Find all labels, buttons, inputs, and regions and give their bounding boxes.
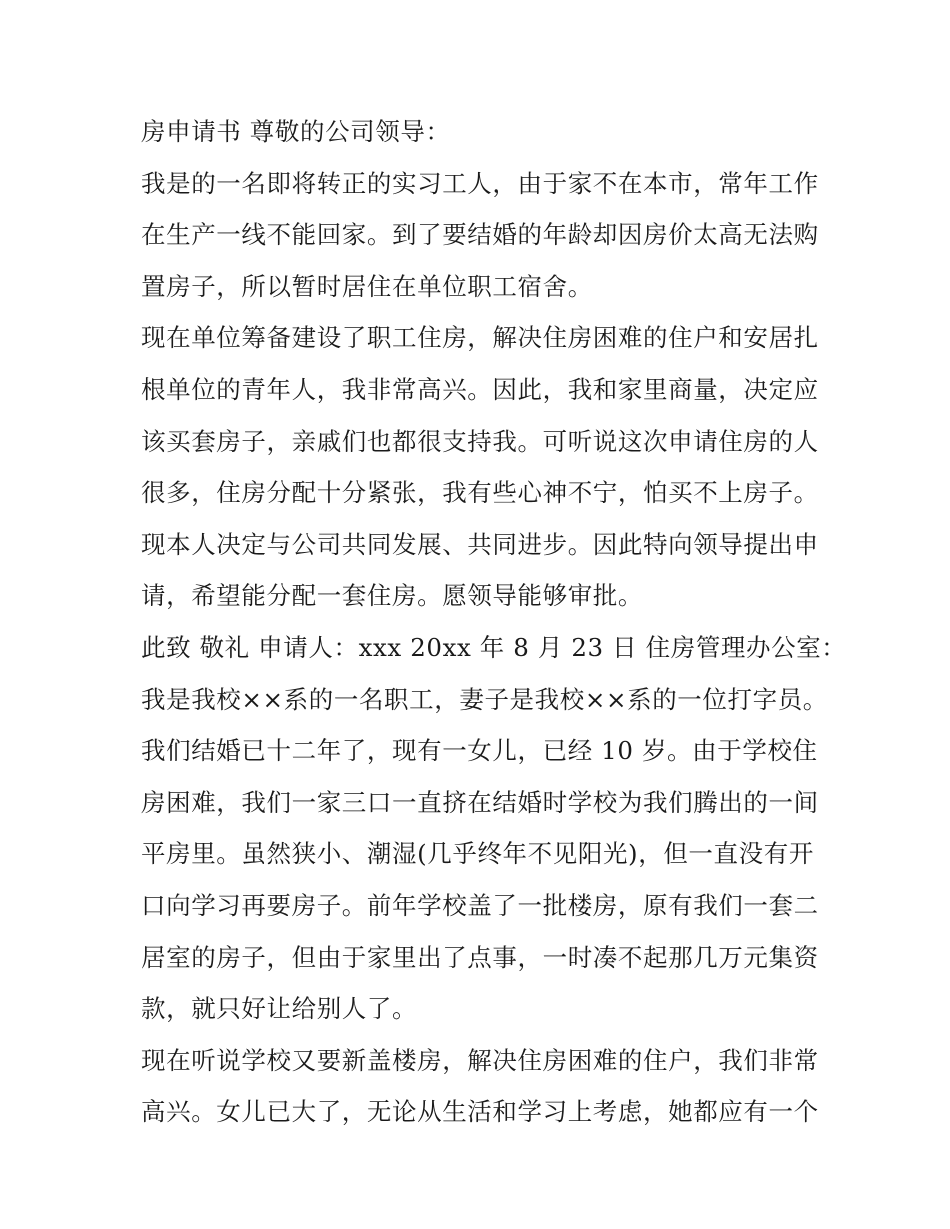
text-line: 房困难，我们一家三口一直挤在结婚时学校为我们腾出的一间 [141,787,819,817]
text-line: 我们结婚已十二年了，现有一女儿，已经 10 岁。由于学校住 [141,736,818,766]
text-line: 高兴。女儿已大了，无论从生活和学习上考虑，她都应有一个 [141,1097,819,1127]
text-line: 款，就只好让给别人了。 [141,994,418,1024]
document-body [141,106,847,1138]
text-line: 很多，住房分配十分紧张，我有些心神不宁，怕买不上房子。 [141,478,819,508]
text-line: 我是的一名即将转正的实习工人，由于家不在本市，常年工作 [141,168,819,198]
text-line: 该买套房子，亲戚们也都很支持我。可听说这次申请住房的人 [141,426,819,456]
text-line: 口向学习再要房子。前年学校盖了一批楼房，原有我们一套二 [141,890,819,920]
text-line: 现本人决定与公司共同发展、共同进步。因此特向领导提出申 [141,529,819,559]
text-line: 我是我校××系的一名职工，妻子是我校××系的一位打字员。 [141,684,828,714]
text-line: 请，希望能分配一套住房。愿领导能够审批。 [141,581,643,611]
text-line: 平房里。虽然狭小、潮湿(几乎终年不见阳光)，但一直没有开 [141,839,814,869]
text-line: 在生产一线不能回家。到了要结婚的年龄却因房价太高无法购 [141,220,819,250]
text-line: 此致 敬礼 申请人：xxx 20xx 年 8 月 23 日 住房管理办公室： [141,632,847,662]
text-line: 现在单位筹备建设了职工住房，解决住房困难的住户和安居扎 [141,323,819,353]
text-line: 房申请书 尊敬的公司领导： [141,117,451,146]
text-line: 根单位的青年人，我非常高兴。因此，我和家里商量，决定应 [141,374,819,404]
text-line: 置房子，所以暂时居住在单位职工宿舍。 [141,271,593,301]
text-line: 现在听说学校又要新盖楼房，解决住房困难的住户，我们非常 [141,1045,819,1075]
text-line: 居室的房子，但由于家里出了点事，一时凑不起那几万元集资 [141,942,819,972]
